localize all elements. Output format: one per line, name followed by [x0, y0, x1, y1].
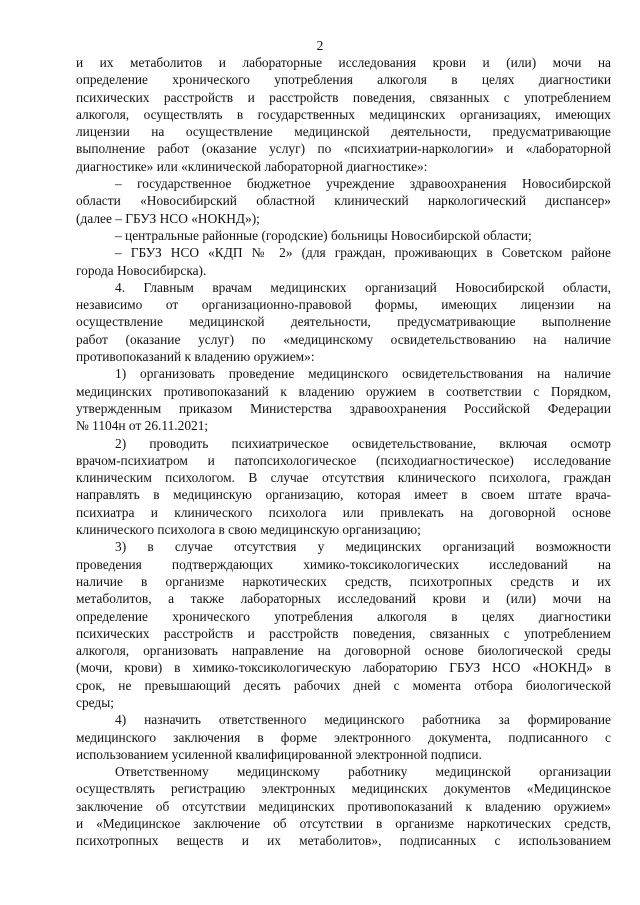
text-line: утвержденным приказом Министерства здравоохранения Российской Федерации [76, 400, 611, 416]
text-line: 2) проводить психиатрическое освидетельствование, включая осмотр [115, 435, 611, 451]
text-line: выполнение работ (оказание услуг) по «психиатрии-наркологии» и «лабораторной [76, 141, 611, 157]
text-line: заключение об отсутствии медицинских противопоказаний к владению оружием» [76, 798, 611, 814]
text-line: медицинского заключения в форме электронного документа, подписанного с [76, 729, 611, 745]
text-line: (далее – ГБУЗ НСО «НОКНД»); [76, 210, 260, 226]
text-line: наличие в организме наркотических средств, психотропных средств и их [76, 573, 611, 589]
text-line: осуществление медицинской деятельности, предусматривающие выполнение [76, 314, 611, 330]
text-line: алкоголя, осуществлять в государственных медицинских организациях, имеющих [76, 106, 611, 122]
text-line: медицинских противопоказаний к владению оружием в соответствии с Порядком, [76, 383, 611, 399]
text-line: алкоголя, организовать направление на договорной основе биологической среды [76, 643, 611, 659]
text-line: клиническим психологом. В случае отсутствия клинического психолога, граждан [76, 470, 611, 486]
text-line: психиатра и клинического психолога или привлекать на договорной основе [76, 504, 611, 520]
text-line: психотропных веществ и их метаболитов», подписанных с использованием [76, 833, 611, 849]
text-line: психических расстройств и расстройств поведения, связанных с употреблением [76, 89, 611, 105]
text-line: клинического психолога в свою медицинскую организацию; [76, 522, 421, 538]
text-line: 3) в случае отсутствия у медицинских организаций возможности [115, 539, 611, 555]
text-line: осуществлять регистрацию электронных медицинских документов «Медицинское [76, 781, 611, 797]
text-line: № 1104н от 26.11.2021; [76, 418, 209, 434]
text-line: – центральные районные (городские) больницы Новосибирской области; [115, 227, 532, 243]
text-line: использованием усиленной квалифицированной электронной подписи. [76, 746, 482, 762]
text-line: проведения подтверждающих химико-токсикологических исследований на [76, 556, 611, 572]
text-line: диагностике» или «клинической лабораторной диагностике»: [76, 158, 428, 174]
text-line: метаболитов, а также лабораторных исследований крови и (или) мочи на [76, 591, 611, 607]
text-line: определение хронического употребления алкоголя в целях диагностики [76, 608, 611, 624]
text-line: противопоказаний к владению оружием»: [76, 349, 315, 365]
text-line: и их метаболитов и лабораторные исследования крови и (или) мочи на [76, 55, 611, 70]
text-line: лицензии на осуществление медицинской деятельности, предусматривающие [76, 124, 611, 140]
text-line: 4) назначить ответственного медицинского работника за формирование [115, 712, 611, 728]
text-line: области «Новосибирский областной клинический наркологический диспансер» [76, 193, 611, 209]
document-body [76, 54, 611, 850]
text-line: (мочи, крови) в химико-токсикологическую лабораторию ГБУЗ НСО «НОКНД» в [76, 660, 611, 676]
text-line: направлять в медицинскую организацию, которая имеет в своем штате врача- [76, 487, 611, 503]
text-line: определение хронического употребления алкоголя в целях диагностики [76, 72, 611, 88]
text-line: 4. Главным врачам медицинских организаций Новосибирской области, [115, 279, 611, 295]
text-line: – государственное бюджетное учреждение здравоохранения Новосибирской [115, 176, 611, 192]
text-line: работ (оказание услуг) по «медицинскому освидетельствованию на наличие [76, 331, 611, 347]
text-line: – ГБУЗ НСО «КДП № 2» (для граждан, проживающих в Советском районе [115, 245, 611, 261]
text-line: и «Медицинское заключение об отсутствии в организме наркотических средств, [76, 816, 611, 832]
text-line: Ответственному медицинскому работнику медицинской организации [115, 764, 611, 780]
text-line: независимо от организационно-правовой формы, имеющих лицензии на [76, 297, 611, 313]
text-line: врачом-психиатром и патопсихологическое (психодиагностическое) исследование [76, 452, 611, 468]
text-line: среды; [76, 694, 114, 710]
text-line: 1) организовать проведение медицинского освидетельствования на наличие [115, 366, 611, 382]
text-line: психических расстройств и расстройств поведения, связанных с употреблением [76, 625, 611, 641]
text-line: срок, не превышающий десять рабочих дней с момента отбора биологической [76, 677, 611, 693]
text-line: города Новосибирска). [76, 262, 207, 278]
page-number: 2 [316, 38, 324, 53]
